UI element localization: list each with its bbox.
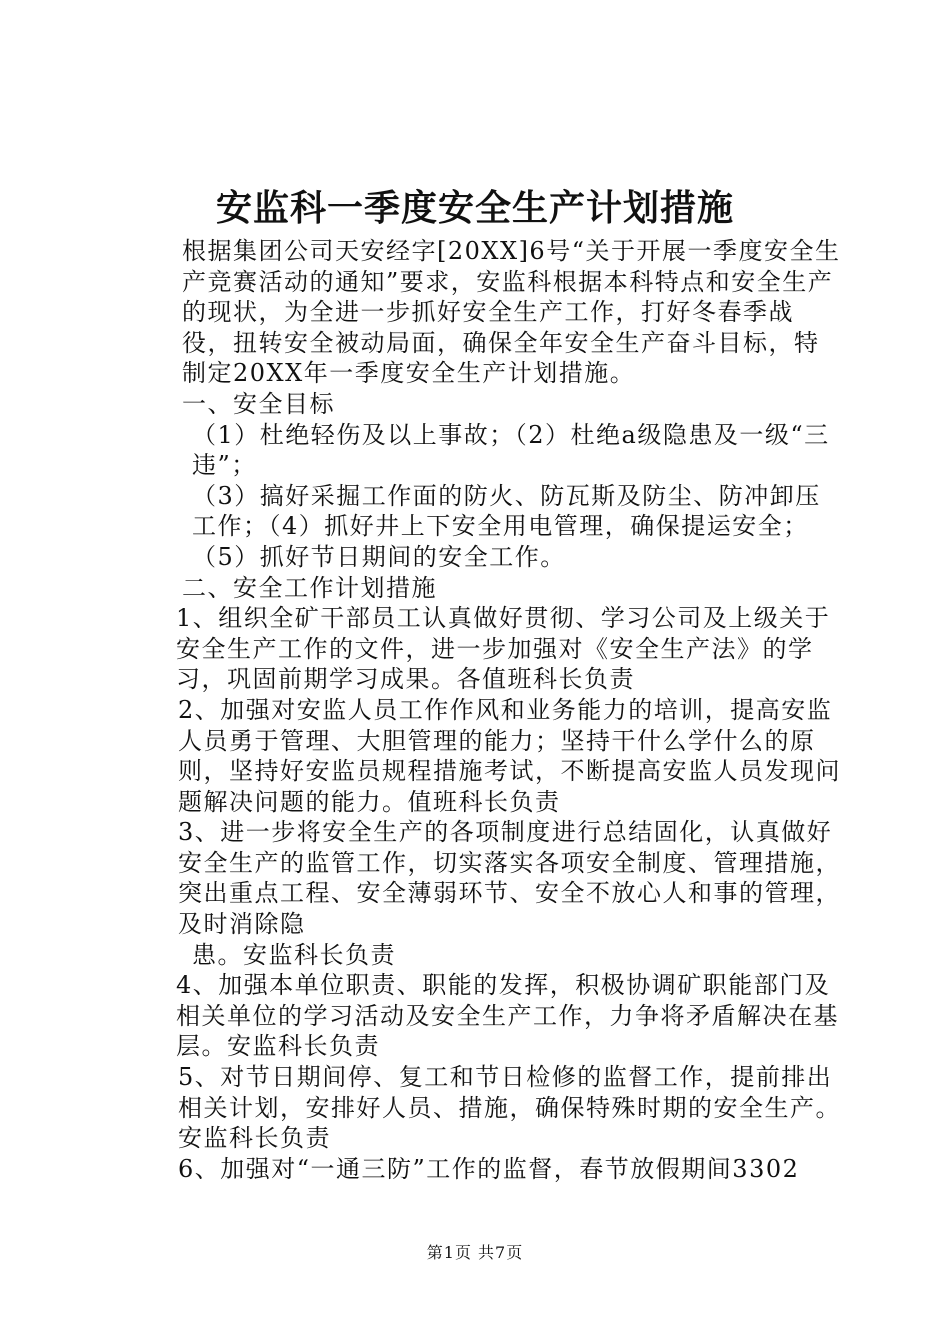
paragraph-goal-3-5: （3）搞好采掘工作面的防火、防瓦斯及防尘、防冲卸压工作；（4）抓好井上下安全用电管理，确保提运安全；（5）抓好节日期间的安全工作。 xyxy=(192,481,821,571)
document-title: 安监科一季度安全生产计划措施 xyxy=(215,187,734,229)
paragraph-intro: 根据集团公司天安经字[20XX]6号“关于开展一季度安全生产竞赛活动的通知”要求，安监科根据本科特点和安全生产的现状，为全进一步抓好安全生产工作，打好冬春季战役，扭转安全被动局面，确保全年安全生产奋斗目标，特制定20XX年一季度安全生产计划措施。 xyxy=(182,237,841,388)
paragraph-measure-2: 2、加强对安监人员工作作风和业务能力的培训，提高安监人员勇于管理、大胆管理的能力；坚持干什么学什么的原则，坚持好安监员规程措施考试，不断提高安监人员发现问题解决问题的能力。值班科长负责 xyxy=(178,695,841,816)
paragraph-measure-5: 5、对节日期间停、复工和节日检修的监督工作，提前排出相关计划，安排好人员、措施，确保特殊时期的安全生产。安监科长负责 xyxy=(178,1063,841,1153)
paragraph-goal-1-2: （1）杜绝轻伤及以上事故；（2）杜绝a级隐患及一级“三违”； xyxy=(192,420,830,480)
document-body xyxy=(128,236,843,1184)
heading-safety-goals: 一、安全目标 xyxy=(182,389,335,418)
heading-safety-measures: 二、安全工作计划措施 xyxy=(182,573,437,602)
page-footer: 第1页 共7页 xyxy=(426,1243,524,1262)
paragraph-measure-3-cont: 患。安监科长负责 xyxy=(192,940,396,969)
paragraph-measure-3: 3、进一步将安全生产的各项制度进行总结固化，认真做好安全生产的监管工作，切实落实各项安全制度、管理措施，突出重点工程、安全薄弱环节、安全不放心人和事的管理，及时消除隐 xyxy=(178,818,841,939)
paragraph-measure-1: 1、组织全矿干部员工认真做好贯彻、学习公司及上级关于安全生产工作的文件，进一步加强对《安全生产法》的学习，巩固前期学习成果。各值班科长负责 xyxy=(176,604,831,694)
paragraph-measure-6: 6、加强对“一通三防”工作的监督，春节放假期间3302 xyxy=(178,1154,800,1183)
paragraph-measure-4: 4、加强本单位职责、职能的发挥，积极协调矿职能部门及相关单位的学习活动及安全生产工作，力争将矛盾解决在基层。安监科长负责 xyxy=(176,971,839,1061)
